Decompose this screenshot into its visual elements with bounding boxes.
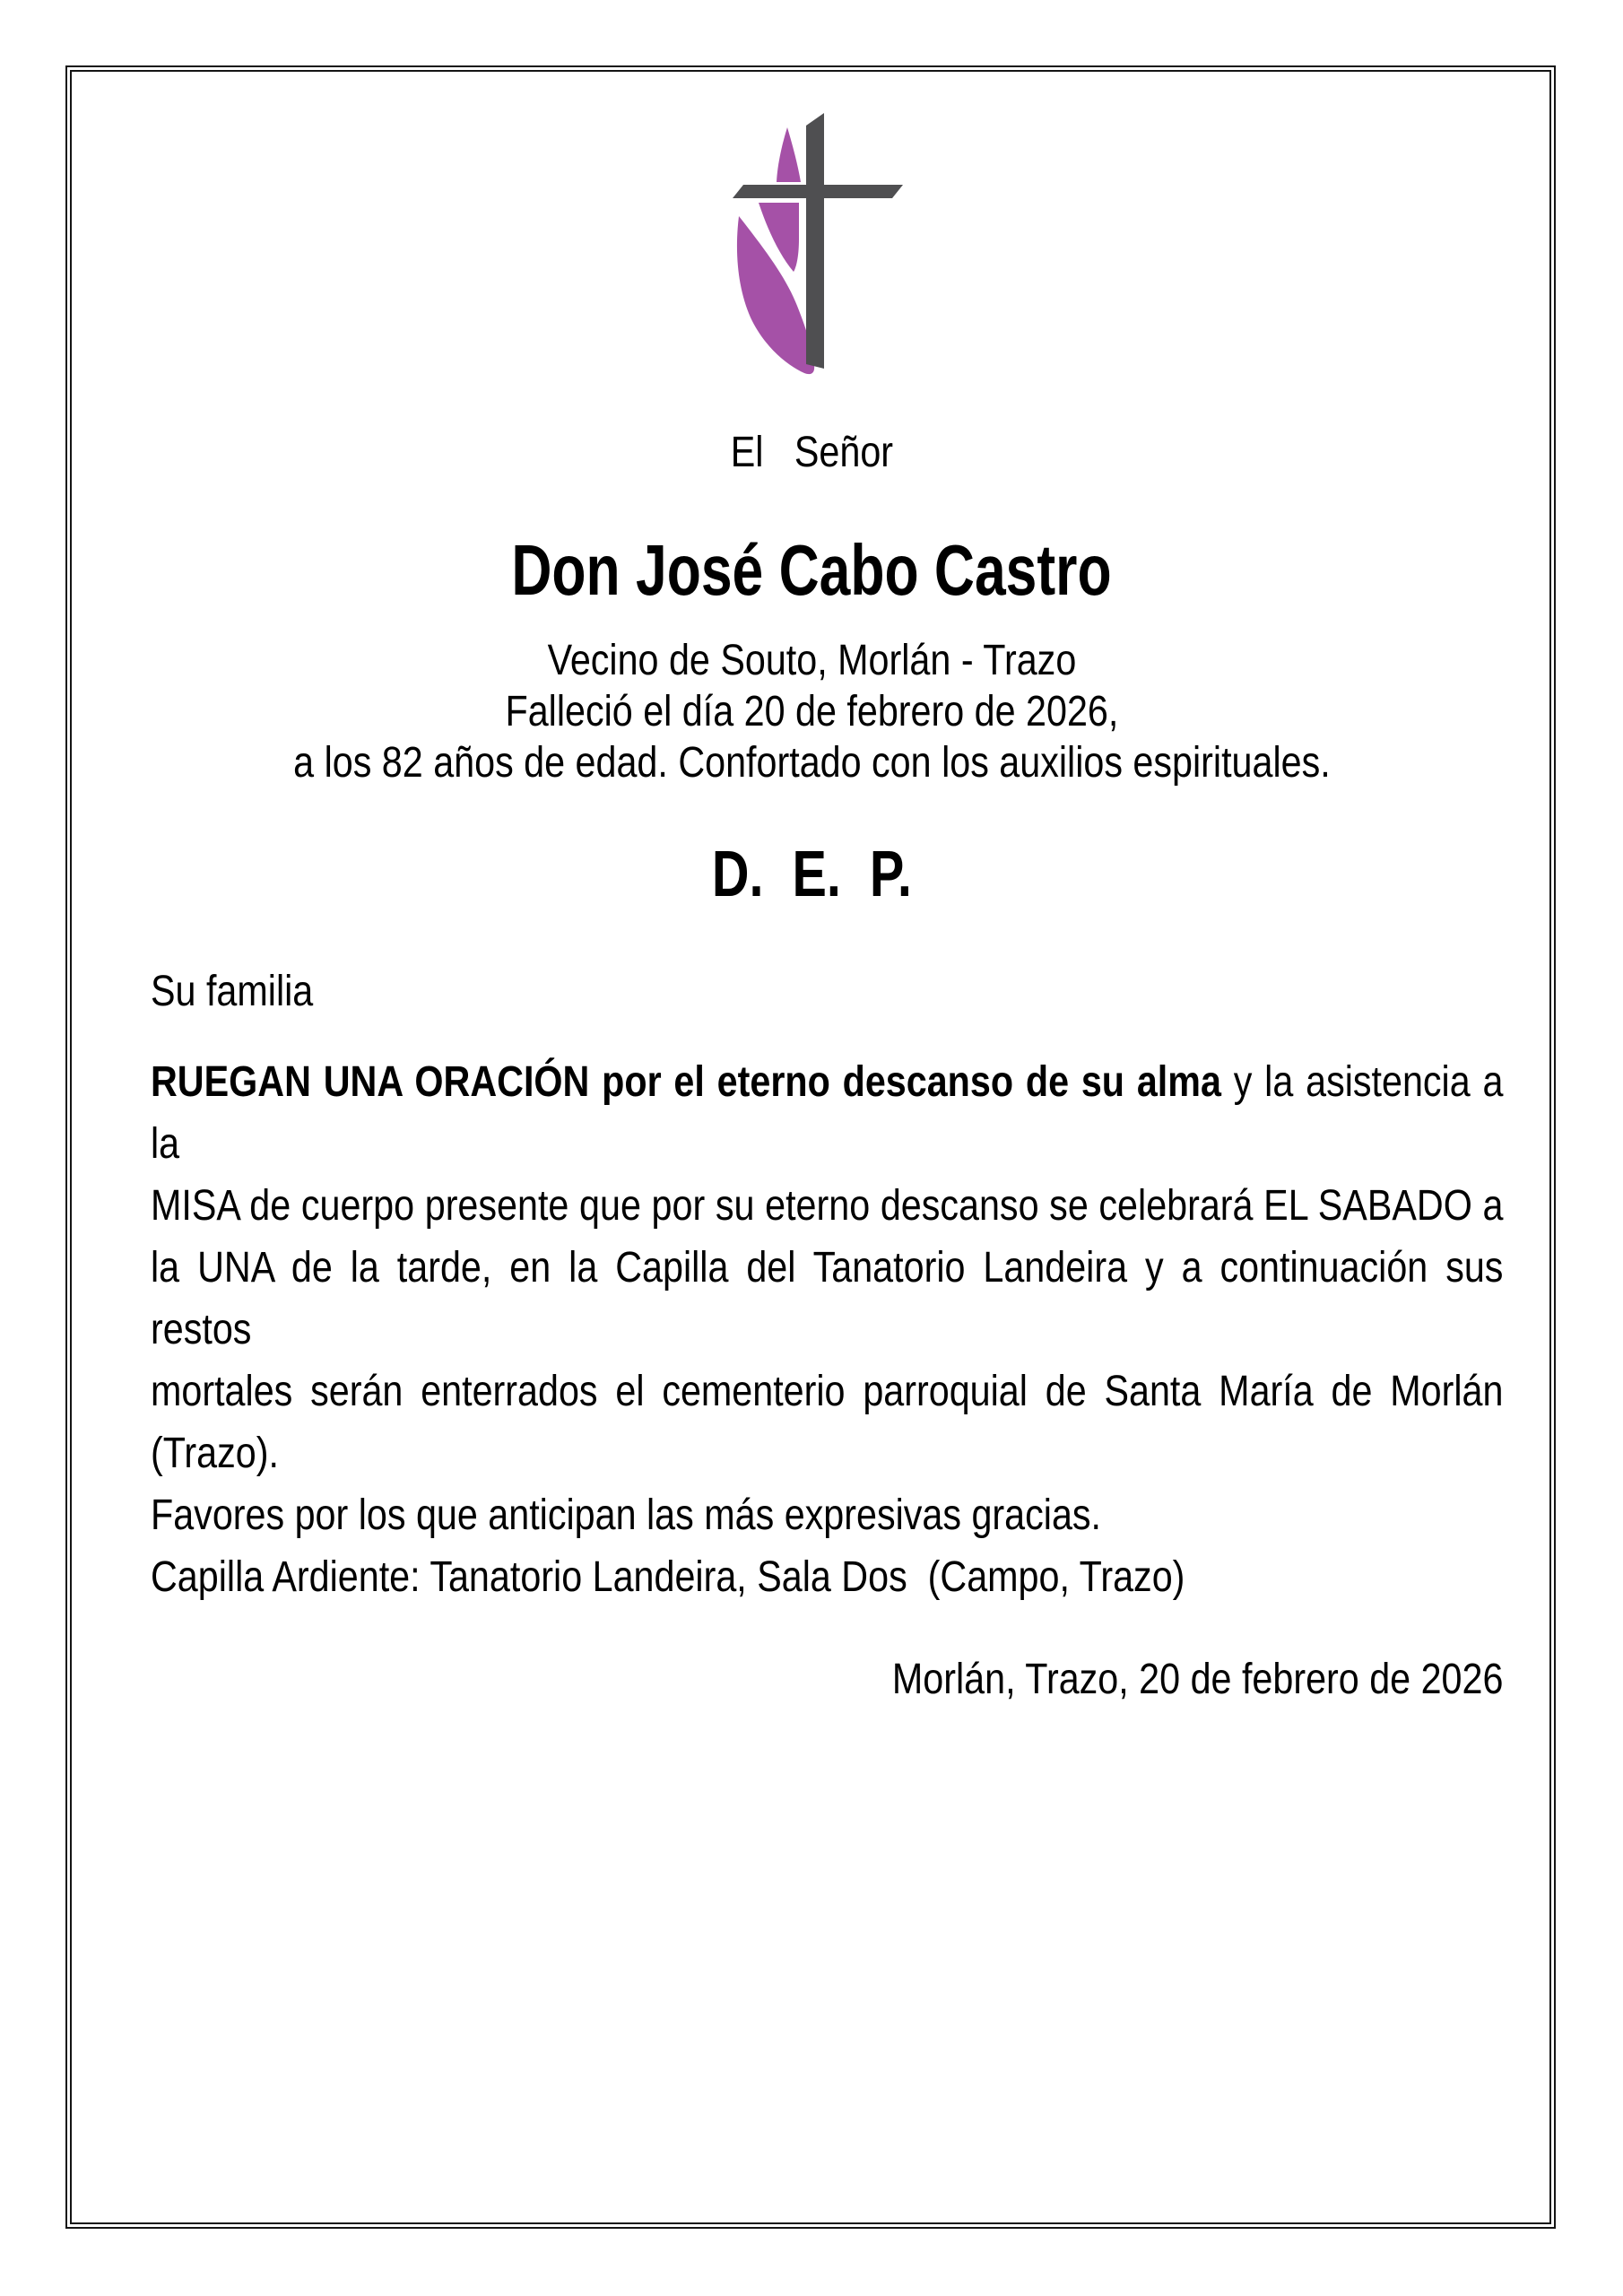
- notice-line-2: MISA de cuerpo presente que por su eterno descanso se celebrará EL SABADO a: [151, 1182, 1504, 1230]
- farewell-line: Favores por los que anticipan las más expresivas gracias.: [151, 1492, 1102, 1539]
- age-line: a los 82 años de edad. Confortado con los auxilios espirituales.: [292, 739, 1331, 787]
- rip-row: [0, 839, 1623, 910]
- chapel-line: Capilla Ardiente: Tanatorio Landeira, Sala Dos (Campo, Trazo): [151, 1553, 1185, 1601]
- notice-line-1-bold: RUEGAN UNA ORACIÓN por el eterno descanso de su alma: [151, 1058, 1221, 1106]
- salutation-text: El Señor: [730, 429, 893, 476]
- notice-line-1-rest: y la asistencia a la: [151, 1058, 1504, 1168]
- date-line: Morlán, Trazo, 20 de febrero de 2026: [891, 1656, 1504, 1703]
- residence-line: Vecino de Souto, Morlán - Trazo: [547, 637, 1076, 684]
- logo-container: [0, 113, 1623, 379]
- notice-line-1: [151, 1051, 1503, 1175]
- deceased-name-row: [0, 530, 1623, 610]
- notice-line-5: (Trazo).: [151, 1430, 279, 1477]
- family-row: [151, 970, 340, 1013]
- salutation-row: [0, 431, 1623, 474]
- deceased-name-heading: Don José Cabo Castro: [511, 530, 1112, 610]
- cross-and-flame-icon: [731, 113, 903, 375]
- notice-paragraph: [151, 1051, 1503, 1710]
- family-line: Su familia: [151, 968, 314, 1015]
- death-date-line: Falleció el día 20 de febrero de 2026,: [505, 688, 1118, 735]
- rip-abbreviation: D. E. P.: [711, 839, 912, 910]
- subtitle-block: [0, 635, 1623, 788]
- notice-line-4: mortales serán enterrados el cementerio parroquial de Santa María de Morlán: [151, 1368, 1504, 1415]
- notice-line-3: la UNA de la tarde, en la Capilla del Tanatorio Landeira y a continuación sus restos: [151, 1244, 1504, 1353]
